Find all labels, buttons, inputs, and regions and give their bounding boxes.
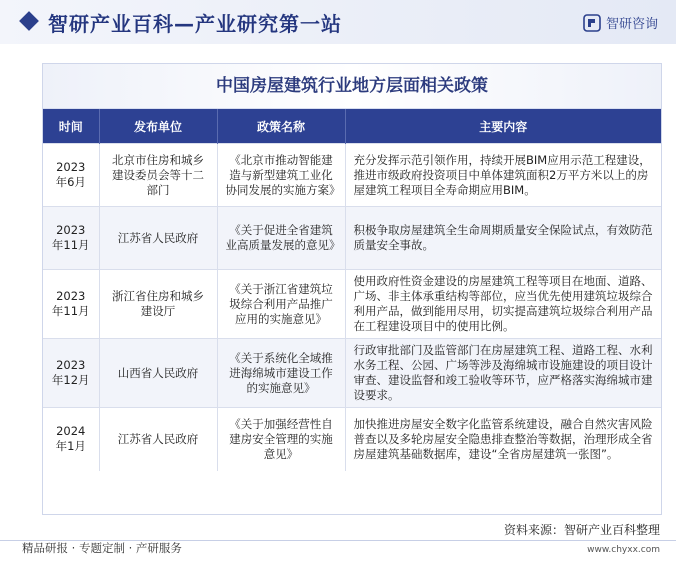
policy-cell: 《关于系统化全域推进海绵城市建设工作的实施意见》	[217, 339, 345, 408]
column-header-content: 主要内容	[345, 109, 661, 144]
content-cell: 使用政府性资金建设的房屋建筑工程等项目在地面、道路、广场、非主体承重结构等部位，应当优先使用建筑垃圾综合利用产品，做到能用尽用，切实提高建筑垃圾综合利用产品在工程建设项目中的使用比例。	[345, 270, 661, 339]
footer-tagline: 精品研报 · 专题定制 · 产研服务	[22, 541, 182, 555]
policy-cell: 《关于浙江省建筑垃圾综合利用产品推广应用的实施意见》	[217, 270, 345, 339]
source-note: 资料来源：智研产业百科整理	[503, 523, 660, 537]
policy-cell: 《关于促进全省建筑业高质量发展的意见》	[217, 207, 345, 270]
time-cell: 2023年11月	[43, 207, 99, 270]
table-header-row	[43, 109, 661, 144]
table-row	[43, 144, 661, 207]
content-cell: 积极争取房屋建筑全生命周期质量安全保险试点，有效防范质量安全事故。	[345, 207, 661, 270]
issuer-cell: 山西省人民政府	[99, 339, 217, 408]
header-bar	[0, 0, 676, 44]
issuer-cell: 江苏省人民政府	[99, 207, 217, 270]
content-cell: 加快推进房屋安全数字化监管系统建设，融合自然灾害风险普查以及多轮房屋安全隐患排查整治等数据，治理形成全省房屋建筑基础数据库，建设“全省房屋建筑一张图”。	[345, 408, 661, 471]
time-cell: 2024年1月	[43, 408, 99, 471]
policy-table	[43, 109, 661, 471]
issuer-cell: 浙江省住房和城乡建设厅	[99, 270, 217, 339]
footer-url[interactable]: www.chyxx.com	[587, 545, 660, 555]
policy-cell: 《关于加强经营性自建房安全管理的实施意见》	[217, 408, 345, 471]
policy-table-panel	[42, 63, 662, 515]
issuer-cell: 北京市住房和城乡建设委员会等十二部门	[99, 144, 217, 207]
content-cell: 行政审批部门及监管部门在房屋建筑工程、道路工程、水利水务工程、公园、广场等涉及海绵城市设施建设的项目设计审查、建设监督和竣工验收等环节，应严格落实海绵城市建设要求。	[345, 339, 661, 408]
brand-icon	[583, 14, 601, 32]
brand-name: 智研咨询	[605, 17, 658, 32]
time-cell: 2023年12月	[43, 339, 99, 408]
time-cell: 2023年11月	[43, 270, 99, 339]
table-title: 中国房屋建筑行业地方层面相关政策	[43, 64, 661, 109]
table-row	[43, 339, 661, 408]
policy-cell: 《北京市推动智能建造与新型建筑工业化协同发展的实施方案》	[217, 144, 345, 207]
table-row	[43, 207, 661, 270]
table-row	[43, 270, 661, 339]
column-header-policy: 政策名称	[217, 109, 345, 144]
time-cell: 2023年6月	[43, 144, 99, 207]
brand-logo[interactable]	[583, 13, 658, 32]
content-cell: 充分发挥示范引领作用，持续开展BIM应用示范工程建设，推进市级政府投资项目中单体建筑面积2万平方米以上的房屋建筑工程项目全寿命期应用BIM。	[345, 144, 661, 207]
column-header-issuer: 发布单位	[99, 109, 217, 144]
page-title: 智研产业百科—产业研究第一站	[48, 12, 342, 36]
table-row	[43, 408, 661, 471]
diamond-icon	[19, 11, 39, 31]
issuer-cell: 江苏省人民政府	[99, 408, 217, 471]
column-header-time: 时间	[43, 109, 99, 144]
